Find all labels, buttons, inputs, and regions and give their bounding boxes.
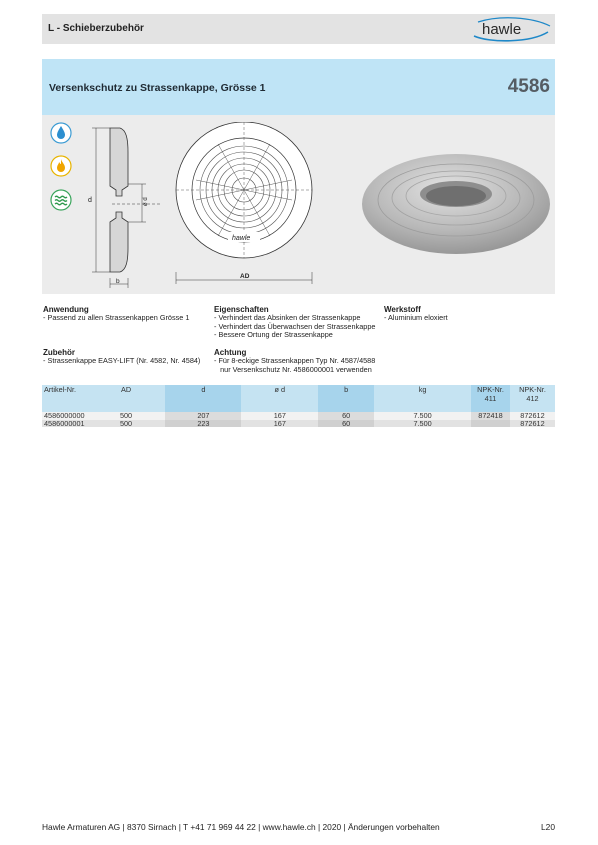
cell-npk-412: 872612 xyxy=(510,412,555,420)
table-row xyxy=(42,420,555,428)
cell-artikel: 4586000000 xyxy=(44,411,85,420)
product-title: Versenkschutz zu Strassenkappe, Grösse 1 xyxy=(49,82,266,94)
cell-d: 207 xyxy=(165,412,241,420)
eigenschaften-item: - Verhindert das Überwachsen der Strassenkappe xyxy=(214,321,376,331)
page-number: L20 xyxy=(541,822,555,832)
table-header-row xyxy=(42,385,555,412)
werkstoff-item: - Aluminium eloxiert xyxy=(384,313,448,322)
achtung-heading: Achtung xyxy=(214,348,247,357)
article-table xyxy=(42,385,555,427)
cell-artikel: 4586000001 xyxy=(44,418,85,428)
werkstoff-heading: Werkstoff xyxy=(384,305,421,314)
cell-od: 167 xyxy=(241,412,318,420)
th-npk-411: NPK-Nr. 411 xyxy=(471,385,510,412)
achtung-item: nur Versenkschutz Nr. 4586000001 verwenden xyxy=(214,364,372,374)
cover-logo: hawle xyxy=(232,235,251,242)
cell-npk-411: 872418 xyxy=(471,412,510,420)
water-drop-icon xyxy=(50,122,72,144)
anwendung-item: - Passend zu allen Strassenkappen Grösse 1 xyxy=(43,313,190,322)
th-b: b xyxy=(318,385,374,412)
eigenschaften-item: - Bessere Ortung der Strassenkappe xyxy=(214,330,333,339)
cell-ad: 500 xyxy=(87,412,166,420)
cell-npk-412: 872612 xyxy=(510,420,555,428)
dim-od-label: ø d xyxy=(143,197,149,206)
zubehoer-item: - Strassenkappe EASY-LIFT (Nr. 4582, Nr. 4584) xyxy=(43,356,201,365)
product-photo xyxy=(360,150,552,262)
dim-AD-label: AD xyxy=(240,273,250,280)
th-ad: AD xyxy=(87,385,166,412)
dim-d-label: d xyxy=(88,197,92,204)
flame-icon xyxy=(50,155,72,177)
achtung-item: - Für 8-eckige Strassenkappen Typ Nr. 4587/4588 xyxy=(214,356,376,365)
cell-ad: 500 xyxy=(87,420,166,428)
top-view-drawing xyxy=(168,122,328,290)
waves-icon xyxy=(50,189,72,211)
logo-text: hawle xyxy=(482,21,522,38)
cell-npk-411 xyxy=(471,420,510,428)
hawle-logo xyxy=(470,16,552,42)
th-npk-412: NPK-Nr. 412 xyxy=(510,385,555,412)
table-row xyxy=(42,412,555,420)
zubehoer-heading: Zubehör xyxy=(43,348,75,357)
th-kg: kg xyxy=(374,385,471,412)
section-title: L - Schieberzubehör xyxy=(48,23,144,34)
cross-section-drawing xyxy=(82,122,162,290)
cell-b: 60 xyxy=(318,412,374,420)
cell-kg: 7.500 xyxy=(374,420,471,428)
cell-d: 223 xyxy=(165,420,241,428)
dim-b-label: b xyxy=(116,278,120,285)
th-d: d xyxy=(165,385,241,412)
th-artikel: Artikel-Nr. xyxy=(42,385,87,412)
cell-kg: 7.500 xyxy=(374,412,471,420)
product-number: 4586 xyxy=(507,76,550,97)
anwendung-heading: Anwendung xyxy=(43,305,89,314)
footer-company-info: Hawle Armaturen AG | 8370 Sirnach | T +41 71 969 44 22 | www.hawle.ch | 2020 | Änderungen vorbehalten xyxy=(42,822,440,832)
cell-b: 60 xyxy=(318,420,374,428)
eigenschaften-heading: Eigenschaften xyxy=(214,305,269,314)
th-od: ø d xyxy=(241,385,318,412)
eigenschaften-item: - Verhindert das Absinken der Strassenkappe xyxy=(214,313,361,322)
cell-od: 167 xyxy=(241,420,318,428)
